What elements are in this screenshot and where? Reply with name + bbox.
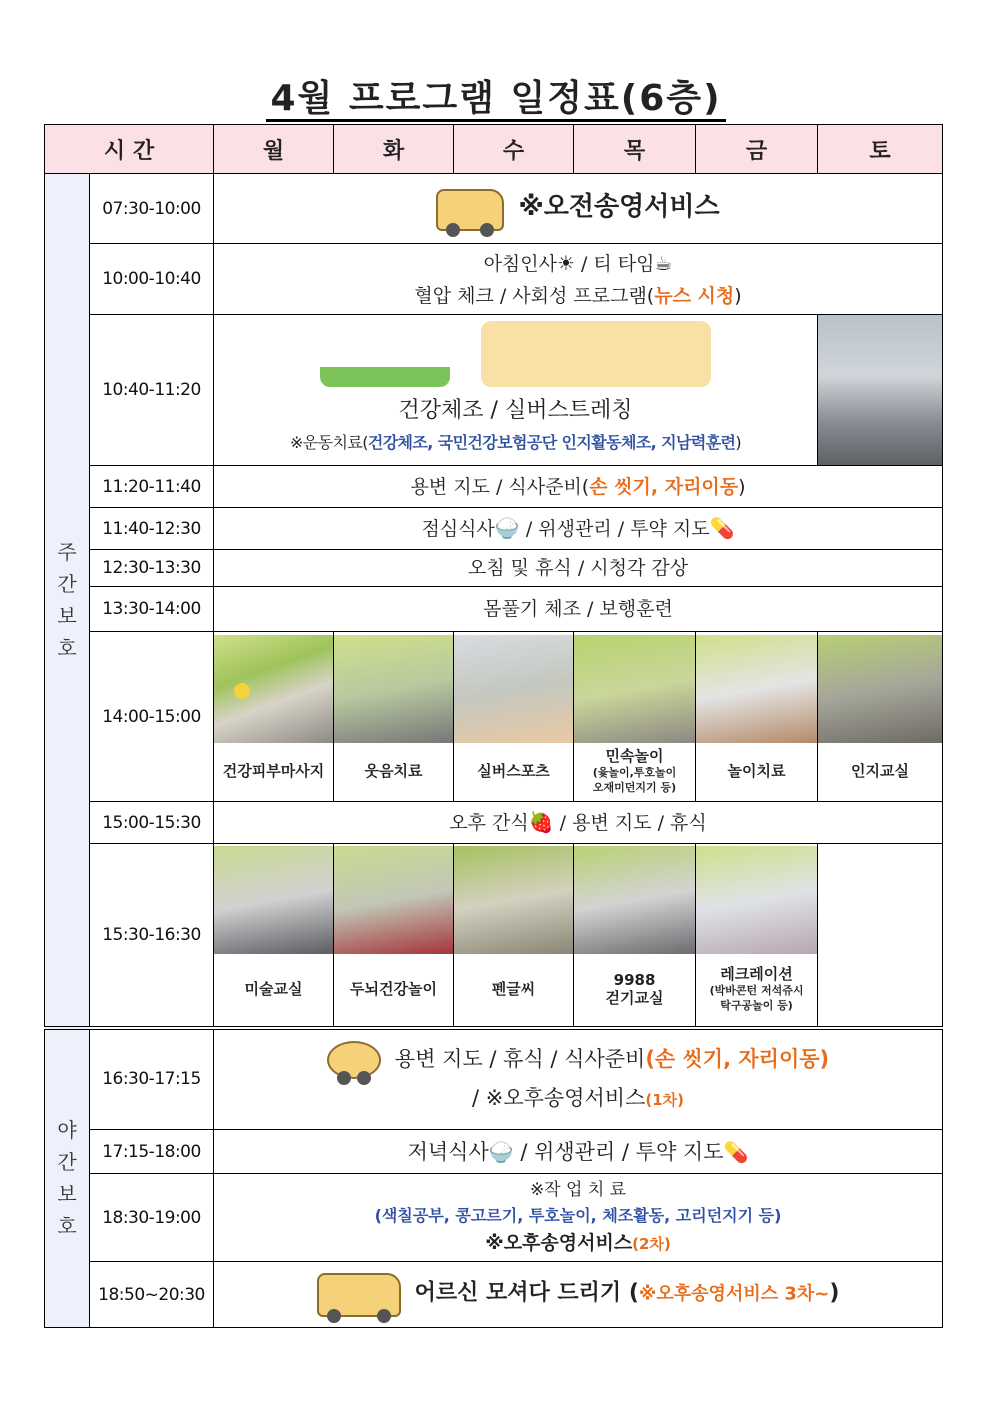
header-fri: 금 [696, 125, 818, 174]
time-cell: 18:50~20:30 [90, 1262, 214, 1328]
program2-sat-empty [818, 844, 943, 1028]
nap-cell: 오침 및 휴식 / 시청각 감상 [214, 550, 943, 587]
header-row [45, 125, 943, 174]
page-title: 4월 프로그램 일정표(6층) [0, 70, 992, 121]
row-1230 [45, 550, 943, 587]
lunch-cell: 점심식사🍚 / 위생관리 / 투약 지도💊 [214, 508, 943, 550]
shuttle-icon [327, 1041, 381, 1079]
header-wed: 수 [454, 125, 574, 174]
time-cell: 12:30-13:30 [90, 550, 214, 587]
dinner-cell: 저녁식사🍚 / 위생관리 / 투약 지도💊 [214, 1130, 943, 1174]
time-cell: 18:30-19:00 [90, 1174, 214, 1262]
header-tue: 화 [334, 125, 454, 174]
header-sat: 토 [818, 125, 943, 174]
time-cell: 16:30-17:15 [90, 1028, 214, 1130]
program-thu: 민속놀이 (윷놀이,투호놀이 오재미던지기 등) [574, 632, 696, 802]
tea-icon: ☕ [654, 250, 673, 275]
sun-icon: ☀ [556, 250, 575, 275]
program-sat: 인지교실 [818, 632, 943, 802]
morning-shuttle-cell: ※오전송영서비스 [214, 174, 943, 244]
header-thu: 목 [574, 125, 696, 174]
exercise-photo [818, 315, 943, 466]
time-cell: 11:40-12:30 [90, 508, 214, 550]
row-1850 [45, 1262, 943, 1328]
bus-icon [317, 1273, 401, 1317]
greeting-cell: 아침인사☀ / 티 타임☕ 혈압 체크 / 사회성 프로그램(뉴스 시청) [214, 244, 943, 315]
stretching-illustration [481, 321, 711, 387]
time-cell: 07:30-10:00 [90, 174, 214, 244]
section-day-care: 주 간 보 호 [45, 174, 90, 1028]
program-tue: 웃음치료 [334, 632, 454, 802]
header-time: 시 간 [45, 125, 214, 174]
strawberry-icon: 🍓 [528, 810, 554, 834]
program2-fri: 레크레이션 (박바콘턴 저석쥬시 탁구공놀이 등) [696, 844, 818, 1028]
time-cell: 14:00-15:00 [90, 632, 214, 802]
row-1500 [45, 802, 943, 844]
rice-bowl-icon: 🍚 [494, 516, 520, 540]
exercise-cell: 건강체조 / 실버스트레칭 ※운동치료(건강체조, 국민건강보험공단 인지활동체조, 지남력훈련) [214, 315, 818, 466]
program-wed: 실버스포츠 [454, 632, 574, 802]
row-1140 [45, 508, 943, 550]
row-1830 [45, 1174, 943, 1262]
rice-bowl-icon: 🍚 [488, 1139, 514, 1164]
time-cell: 17:15-18:00 [90, 1130, 214, 1174]
time-cell: 10:40-11:20 [90, 315, 214, 466]
program-mon: 건강피부마사지 [214, 632, 334, 802]
program2-thu: 9988 걷기교실 [574, 844, 696, 1028]
schedule-table [44, 124, 943, 1328]
program2-mon: 미술교실 [214, 844, 334, 1028]
row-1715 [45, 1130, 943, 1174]
time-cell: 15:30-16:30 [90, 844, 214, 1028]
restroom-cell: 용변 지도 / 식사준비(손 씻기, 자리이동) [214, 466, 943, 508]
bus-icon [436, 189, 504, 231]
exercise-illustration [320, 321, 450, 387]
time-cell: 11:20-11:40 [90, 466, 214, 508]
row-1630 [45, 1028, 943, 1130]
row-1330 [45, 587, 943, 632]
row-0730 [45, 174, 943, 244]
header-mon: 월 [214, 125, 334, 174]
stretch-cell: 몸풀기 체조 / 보행훈련 [214, 587, 943, 632]
time-cell: 15:00-15:30 [90, 802, 214, 844]
time-cell: 10:00-10:40 [90, 244, 214, 315]
row-1000 [45, 244, 943, 315]
row-1040 [45, 315, 943, 466]
section-night-care: 야 간 보 호 [45, 1028, 90, 1328]
drop-off-cell: 어르신 모셔다 드리기 (※오후송영서비스 3차~) [214, 1262, 943, 1328]
pill-icon: 💊 [709, 516, 735, 540]
row-1400 [45, 632, 943, 802]
pill-icon: 💊 [723, 1139, 749, 1164]
program2-tue: 두뇌건강놀이 [334, 844, 454, 1028]
time-cell: 13:30-14:00 [90, 587, 214, 632]
evening-prep-cell: 용변 지도 / 휴식 / 식사준비(손 씻기, 자리이동) / ※오후송영서비스(1차) [214, 1028, 943, 1130]
row-1530 [45, 844, 943, 1028]
snack-cell: 오후 간식🍓 / 용변 지도 / 휴식 [214, 802, 943, 844]
program2-wed: 펜글씨 [454, 844, 574, 1028]
row-1120 [45, 466, 943, 508]
occupational-therapy-cell: ※작 업 치 료 (색칠공부, 콩고르기, 투호놀이, 체조활동, 고리던지기 등) ※오후송영서비스(2차) [214, 1174, 943, 1262]
program-fri: 놀이치료 [696, 632, 818, 802]
